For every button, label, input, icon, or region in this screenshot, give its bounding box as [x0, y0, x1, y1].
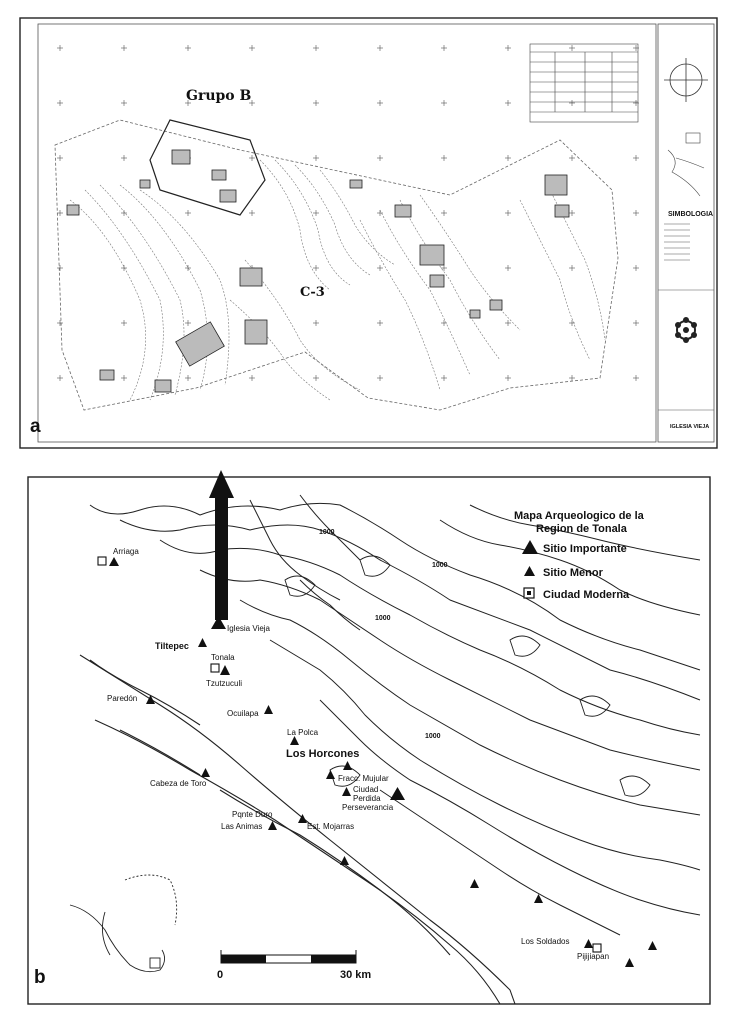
- panel-b: [28, 470, 710, 1004]
- c3-label: C-3: [300, 285, 325, 300]
- contour-label-1000: 1000: [432, 562, 448, 569]
- simbologia-label: SIMBOLOGIA: [668, 211, 714, 218]
- legend-city-label: Ciudad Moderna: [543, 589, 630, 601]
- city-marker: [593, 944, 601, 952]
- city-marker: [98, 557, 106, 565]
- contour-label-1000: 1000: [375, 615, 391, 622]
- place-label: Los Soldados: [521, 937, 570, 946]
- city-marker: [211, 664, 219, 672]
- place-label: La Polca: [287, 728, 319, 737]
- place-label: Est. Mojarras: [307, 822, 355, 831]
- scale-label-zero: 0: [217, 969, 224, 981]
- place-label: Tiltepec: [155, 641, 189, 651]
- place-label: Paredón: [107, 694, 138, 703]
- place-label: Arriaga: [113, 547, 139, 556]
- grupo-b-label: Grupo B: [186, 88, 252, 104]
- legend-minor-label: Sitio Menor: [543, 567, 603, 579]
- panel-a-frame: [20, 18, 717, 448]
- scale-label-thirty: 30 km: [340, 969, 372, 981]
- legend-title-line2: Region de Tonala: [536, 523, 627, 535]
- legend-title-line1: Mapa Arqueologico de la: [514, 510, 644, 522]
- place-label: Perdida: [353, 794, 381, 803]
- panel-b-letter: b: [34, 967, 46, 988]
- legend-important-label: Sitio Importante: [543, 543, 627, 555]
- contour-label-1000: 1000: [319, 529, 335, 536]
- contour-label-1000: 1000: [425, 733, 441, 740]
- panel-a: [20, 18, 717, 448]
- place-label: Pijijiapan: [577, 952, 610, 961]
- place-label: Los Horcones: [286, 748, 360, 760]
- place-label: Ocuilapa: [227, 709, 259, 718]
- place-label: Cabeza de Toro: [150, 779, 207, 788]
- place-label: Tzutzuculi: [206, 679, 243, 688]
- place-label: Pqnte Duro: [232, 810, 273, 819]
- site-name-label: IGLESIA VIEJA: [670, 424, 710, 430]
- place-label: Las Animas: [221, 822, 263, 831]
- place-label: Ciudad: [353, 785, 379, 794]
- panel-a-letter: a: [30, 416, 41, 437]
- place-label: Perseverancia: [342, 803, 394, 812]
- place-label: Iglesia Vieja: [227, 624, 270, 633]
- place-label: Fracc. Mujular: [338, 774, 389, 783]
- place-label: Tonala: [211, 653, 235, 662]
